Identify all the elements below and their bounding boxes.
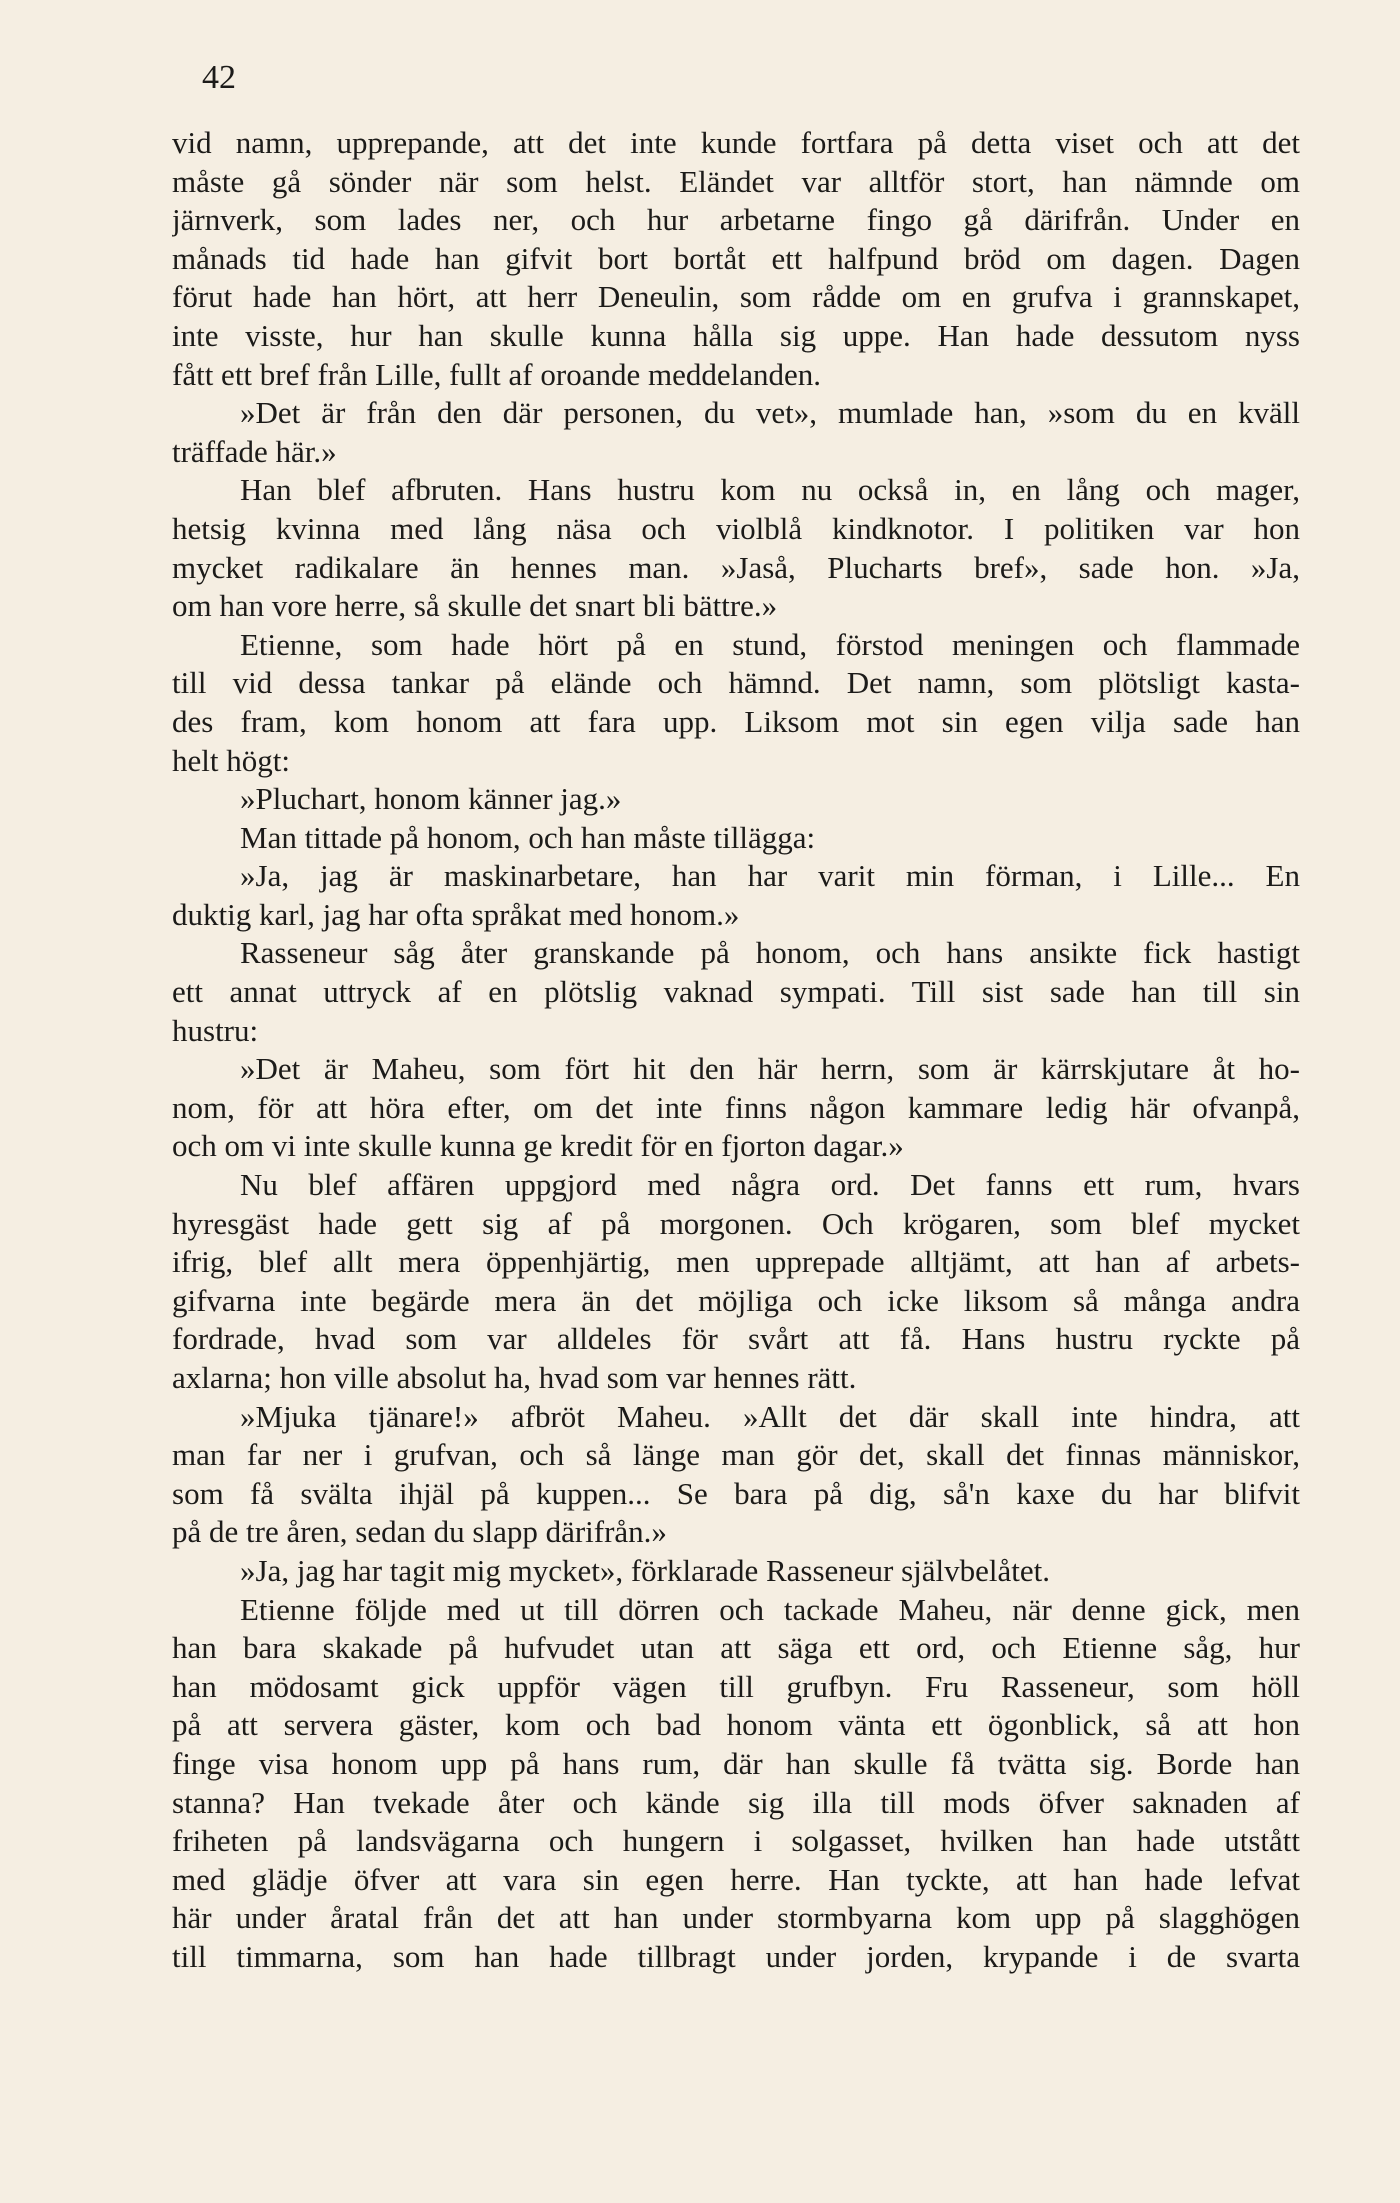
text-line: Etienne följde med ut till dörren och tackade Maheu, när denne gick, men xyxy=(240,1591,1300,1627)
text-line: duktig karl, jag har ofta språkat med honom.» xyxy=(172,896,740,932)
text-line: Man tittade på honom, och han måste tillägga: xyxy=(240,819,816,855)
text-line: man far ner i grufvan, och så länge man gör det, skall det finnas människor, xyxy=(172,1437,1300,1473)
text-line: månads tid hade han gifvit bort bortåt ett halfpund bröd om dagen. Dagen xyxy=(172,240,1300,276)
text-line: ifrig, blef allt mera öppenhjärtig, men upprepade alltjämt, att han af arbets- xyxy=(172,1244,1300,1280)
text-line: han bara skakade på hufvudet utan att säga ett ord, och Etienne såg, hur xyxy=(172,1630,1300,1666)
text-line: och om vi inte skulle kunna ge kredit för en fjorton dagar.» xyxy=(172,1128,904,1164)
body-text xyxy=(172,124,1300,1977)
text-line: fått ett bref från Lille, fullt af oroande meddelanden. xyxy=(172,356,821,392)
text-line: på att servera gäster, kom och bad honom vänta ett ögonblick, så att hon xyxy=(172,1707,1300,1743)
text-line: inte visste, hur han skulle kunna hålla sig uppe. Han hade dessutom nyss xyxy=(172,317,1300,353)
text-line: stanna? Han tvekade åter och kände sig illa till mods öfver saknaden af xyxy=(172,1784,1300,1820)
text-line: hustru: xyxy=(172,1012,259,1048)
text-line: Etienne, som hade hört på en stund, förstod meningen och flammade xyxy=(240,626,1300,662)
text-line: till vid dessa tankar på elände och hämnd. Det namn, som plötsligt kasta- xyxy=(172,665,1300,701)
text-line: Han blef afbruten. Hans hustru kom nu också in, en lång och mager, xyxy=(240,472,1300,508)
text-line: med glädje öfver att vara sin egen herre. Han tyckte, att han hade lefvat xyxy=(172,1861,1300,1897)
text-line: förut hade han hört, att herr Deneulin, som rådde om en grufva i grannskapet, xyxy=(172,279,1300,315)
text-line: »Pluchart, honom känner jag.» xyxy=(240,781,622,817)
text-line: »Det är Maheu, som fört hit den här herrn, som är kärrskjutare åt ho- xyxy=(240,1051,1300,1087)
text-line: ett annat uttryck af en plötslig vaknad sympati. Till sist sade han till sin xyxy=(172,974,1300,1010)
text-line: järnverk, som lades ner, och hur arbetarne fingo gå därifrån. Under en xyxy=(172,202,1300,238)
text-line: som få svälta ihjäl på kuppen... Se bara på dig, så'n kaxe du har blifvit xyxy=(172,1475,1300,1511)
text-line: hetsig kvinna med lång näsa och violblå kindknotor. I politiken var hon xyxy=(172,510,1300,546)
text-line: des fram, kom honom att fara upp. Liksom mot sin egen vilja sade han xyxy=(172,703,1300,739)
text-line: om han vore herre, så skulle det snart bli bättre.» xyxy=(172,588,778,624)
text-line: fordrade, hvad som var alldeles för svårt att få. Hans hustru ryckte på xyxy=(172,1321,1300,1357)
text-line: träffade här.» xyxy=(172,433,337,469)
text-line: Nu blef affären uppgjord med några ord. Det fanns ett rum, hvars xyxy=(240,1167,1300,1203)
text-line: »Ja, jag är maskinarbetare, han har varit min förman, i Lille... En xyxy=(240,858,1300,894)
page-number: 42 xyxy=(202,59,236,96)
text-line: han mödosamt gick uppför vägen till grufbyn. Fru Rasseneur, som höll xyxy=(172,1668,1300,1704)
text-line: friheten på landsvägarna och hungern i solgasset, hvilken han hade utstått xyxy=(172,1823,1300,1859)
text-line: axlarna; hon ville absolut ha, hvad som var hennes rätt. xyxy=(172,1360,857,1395)
text-line: till timmarna, som han hade tillbragt under jorden, krypande i de svarta xyxy=(172,1938,1300,1974)
text-line: nom, för att höra efter, om det inte finns någon kammare ledig här ofvanpå, xyxy=(172,1089,1300,1125)
text-line: måste gå sönder när som helst. Eländet var alltför stort, han nämnde om xyxy=(172,163,1300,199)
text-line: helt högt: xyxy=(172,742,290,778)
text-line: »Det är från den där personen, du vet», mumlade han, »som du en kväll xyxy=(240,395,1300,431)
text-line: Rasseneur såg åter granskande på honom, och hans ansikte fick hastigt xyxy=(240,935,1300,971)
text-line: »Ja, jag har tagit mig mycket», förklarade Rasseneur självbelåtet. xyxy=(240,1552,1051,1588)
text-line: »Mjuka tjänare!» afbröt Maheu. »Allt det där skall inte hindra, att xyxy=(240,1398,1300,1434)
text-line: hyresgäst hade gett sig af på morgonen. Och krögaren, som blef mycket xyxy=(172,1205,1300,1241)
text-line: vid namn, upprepande, att det inte kunde fortfara på detta viset och att det xyxy=(172,125,1300,160)
text-line: här under åratal från det att han under stormbyarna kom upp på slagghögen xyxy=(172,1900,1300,1936)
text-line: finge visa honom upp på hans rum, där han skulle få tvätta sig. Borde han xyxy=(172,1745,1300,1781)
text-line: mycket radikalare än hennes man. »Jaså, Plucharts bref», sade hon. »Ja, xyxy=(172,549,1300,585)
text-line: på de tre åren, sedan du slapp därifrån.» xyxy=(172,1514,667,1550)
text-line: gifvarna inte begärde mera än det möjliga och icke liksom så många andra xyxy=(172,1282,1300,1318)
